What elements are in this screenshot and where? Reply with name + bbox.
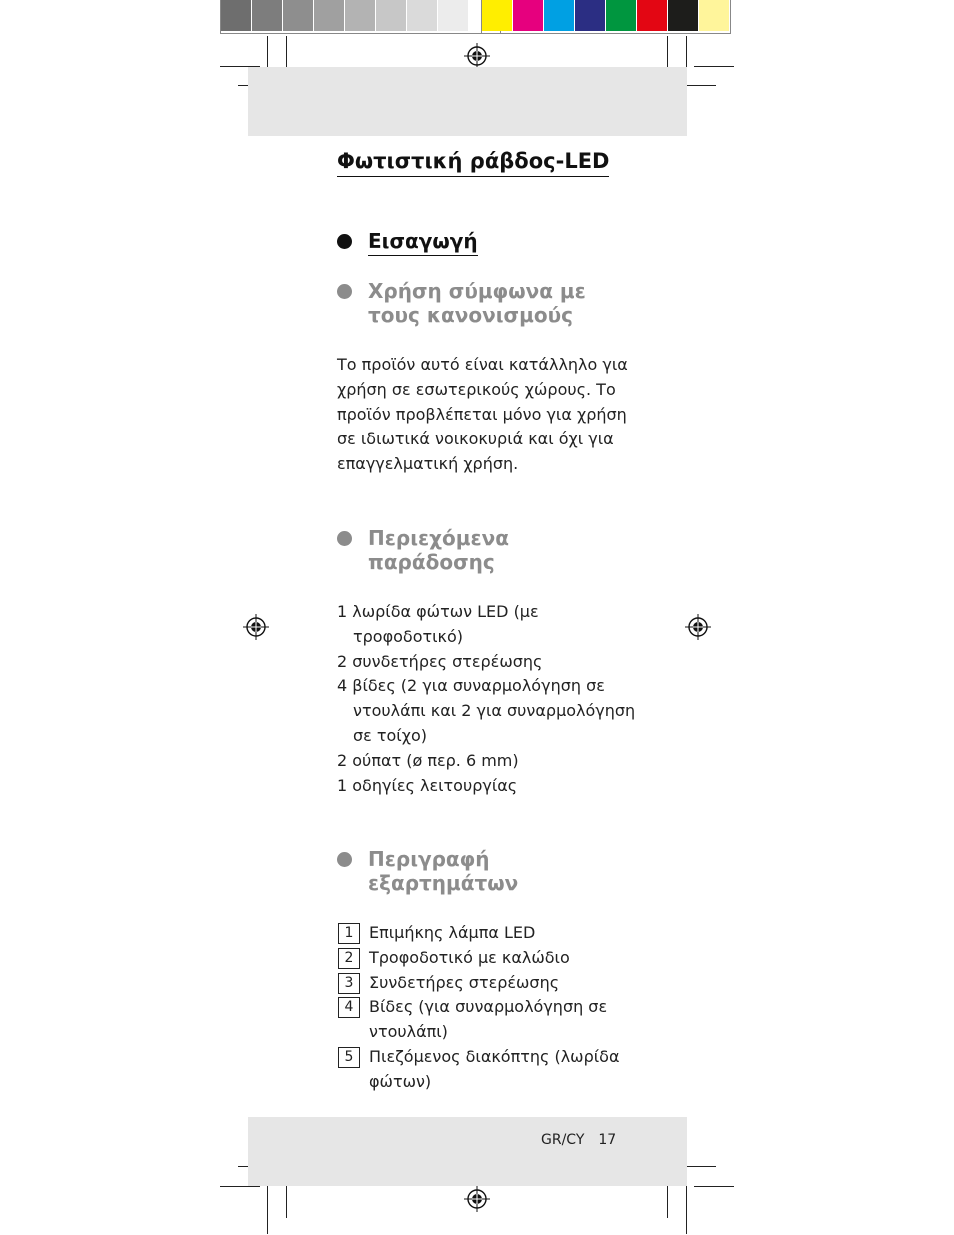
section-heading [368, 847, 518, 895]
part-number-box: 2 [338, 948, 360, 969]
crop-mark [286, 1182, 287, 1218]
part-number-box: 3 [338, 973, 360, 994]
region-code: GR/CY [541, 1132, 585, 1148]
page-footer [541, 1132, 616, 1148]
calibration-swatch [252, 0, 283, 31]
calibration-swatch [699, 0, 730, 31]
crop-mark [694, 66, 734, 67]
intended-use-text: Το προϊόν αυτό είναι κατάλληλο για χρήση σε εσωτερικούς χώρους. Το προϊόν προβλέπεται μόνο για χρήση σε ιδιωτικά νοικοκυριά και όχι για επαγγελματική χρήση. [337, 355, 628, 474]
list-item [337, 995, 637, 1045]
part-number-box: 5 [338, 1047, 360, 1068]
crop-mark [694, 1186, 734, 1187]
header-band [248, 67, 687, 136]
heading-line: Περιγραφή [368, 847, 490, 871]
list-item: 1 λωρίδα φώτων LED (με τροφοδοτικό) [337, 602, 539, 646]
calibration-swatch [314, 0, 345, 31]
bullet-icon [337, 531, 352, 546]
list-item: 2 συνδετήρες στερέωσης [337, 651, 543, 671]
calibration-swatch [283, 0, 314, 31]
list-item [337, 971, 637, 996]
heading-line: τους κανονισμούς [368, 303, 573, 327]
part-label: Επιμήκης λάμπα LED [369, 923, 536, 942]
page-number: 17 [598, 1132, 617, 1148]
heading-line: Περιεχόμενα [368, 526, 509, 550]
parts-list [337, 921, 637, 1095]
calibration-swatch [606, 0, 637, 31]
calibration-swatch [345, 0, 376, 31]
list-item: 1 οδηγίες λειτουργίας [337, 775, 518, 795]
bullet-icon [337, 234, 352, 249]
calibration-swatch [407, 0, 438, 31]
list-item: 4 βίδες (2 για συναρμολόγηση σε ντουλάπι και 2 για συναρμολόγηση σε τοίχο) [337, 676, 636, 745]
list-item [337, 921, 637, 946]
contents-list [337, 600, 637, 798]
registration-mark-icon [464, 1186, 490, 1212]
calibration-swatch [575, 0, 606, 31]
crop-mark [686, 1182, 687, 1234]
calibration-swatch [482, 0, 513, 31]
part-number-box: 1 [338, 923, 360, 944]
section-intro [337, 229, 478, 253]
calibration-swatch [668, 0, 699, 31]
crop-mark [220, 1186, 260, 1187]
section-heading: Εισαγωγή [368, 229, 478, 256]
heading-line: εξαρτημάτων [368, 871, 519, 895]
crop-mark [667, 1182, 668, 1218]
bullet-icon [337, 284, 352, 299]
calibration-swatch [376, 0, 407, 31]
heading-line: Χρήση σύμφωνα με [368, 279, 586, 303]
calibration-swatch [637, 0, 668, 31]
grayscale-calibration-strip [220, 0, 501, 34]
part-number-box: 4 [338, 997, 360, 1018]
list-item [337, 1045, 637, 1095]
calibration-swatch [513, 0, 544, 31]
calibration-swatch [438, 0, 469, 31]
section-contents [337, 526, 509, 574]
document-title: Φωτιστική ράβδος-LED [337, 149, 609, 177]
registration-mark-icon [685, 614, 711, 640]
part-label: Βίδες (για συναρμολόγηση σε ντουλάπι) [369, 997, 608, 1042]
section-intended-use [337, 279, 586, 327]
part-label: Συνδετήρες στερέωσης [369, 972, 560, 992]
section-heading [368, 279, 586, 327]
list-item: 2 ούπατ (ø περ. 6 mm) [337, 750, 519, 770]
bullet-icon [337, 852, 352, 867]
section-parts [337, 847, 518, 895]
color-calibration-strip [481, 0, 731, 34]
registration-mark-icon [464, 43, 490, 69]
section-heading [368, 526, 509, 574]
calibration-swatch [221, 0, 252, 31]
list-item [337, 946, 637, 971]
heading-line: παράδοσης [368, 550, 495, 574]
crop-mark [267, 1182, 268, 1234]
part-label: Τροφοδοτικό με καλώδιο [369, 947, 570, 967]
part-label: Πιεζόμενος διακόπτης (λωρίδα φώτων) [369, 1046, 620, 1091]
footer-band [248, 1117, 687, 1186]
registration-mark-icon [243, 614, 269, 640]
calibration-swatch [544, 0, 575, 31]
